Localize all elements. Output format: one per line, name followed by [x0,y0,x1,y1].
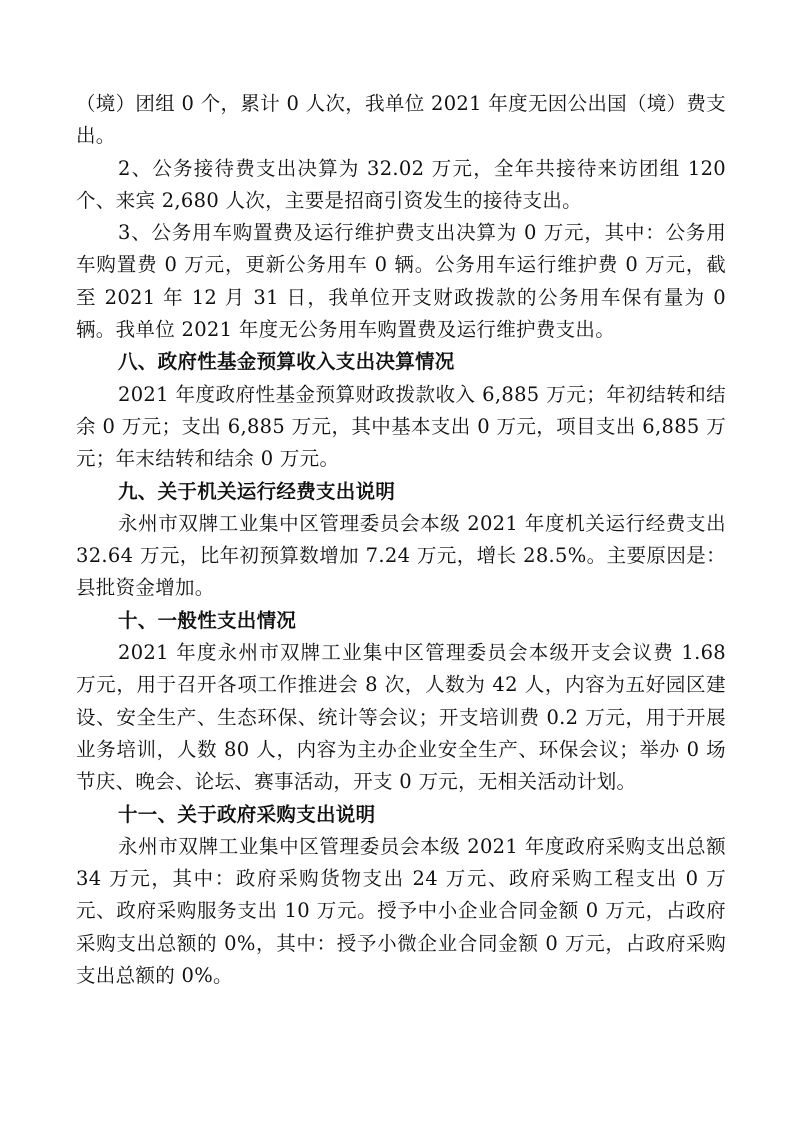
paragraph-vehicle-expense: 3、公务用车购置费及运行维护费支出决算为 0 万元，其中：公务用车购置费 0 万元，更新公务用车 0 辆。公务用车运行维护费 0 万元，截至 2021 年 12 月 31 日，我单位开支财政拨款的公务用车保有量为 0 辆。我单位 2021 年度无公务用车购置费及运行维护费支出。 [76,221,726,342]
paragraph-government-fund: 2021 年度政府性基金预算财政拨款收入 6,885 万元；年初结转和结余 0 万元；支出 6,885 万元，其中基本支出 0 万元，项目支出 6,885 万元；年末结转和结余 0 万元。 [76,382,726,471]
paragraph-reception-expense: 2、公务接待费支出决算为 32.02 万元，全年共接待来访团组 120 个、来宾 2,680 人次，主要是招商引资发生的接待支出。 [76,156,726,212]
heading-general-expense: 十、一般性支出情况 [118,608,297,632]
heading-procurement: 十一、关于政府采购支出说明 [118,802,376,826]
heading-government-fund: 八、政府性基金预算收入支出决算情况 [118,350,455,374]
paragraph-overseas-travel: （境）团组 0 个，累计 0 人次，我单位 2021 年度无因公出国（境）费支出。 [76,92,726,148]
paragraph-general-expense: 2021 年度永州市双牌工业集中区管理委员会本级开支会议费 1.68 万元，用于召开各项工作推进会 8 次，人数为 42 人，内容为五好园区建设、安全生产、生态环保、统计等会议；开支培训费 0.2 万元，用于开展业务培训，人数 80 人，内容为主办企业安全生产、环保会议；举办 0 场节庆、晚会、论坛、赛事活动，开支 0 万元，无相关活动计划。 [76,641,726,794]
document-body [76,88,726,992]
paragraph-operating-expense: 永州市双牌工业集中区管理委员会本级 2021 年度机关运行经费支出 32.64 万元，比年初预算数增加 7.24 万元，增长 28.5%。主要原因是：县批资金增加。 [76,511,726,600]
paragraph-procurement: 永州市双牌工业集中区管理委员会本级 2021 年度政府采购支出总额 34 万元，其中：政府采购货物支出 24 万元、政府采购工程支出 0 万元、政府采购服务支出 10 万元。授予中小企业合同金额 0 万元，占政府采购支出总额的 0%，其中：授予小微企业合同金额 0 万元，占政府采购支出总额的 0%。 [76,834,726,988]
heading-operating-expense: 九、关于机关运行经费支出说明 [118,479,396,503]
